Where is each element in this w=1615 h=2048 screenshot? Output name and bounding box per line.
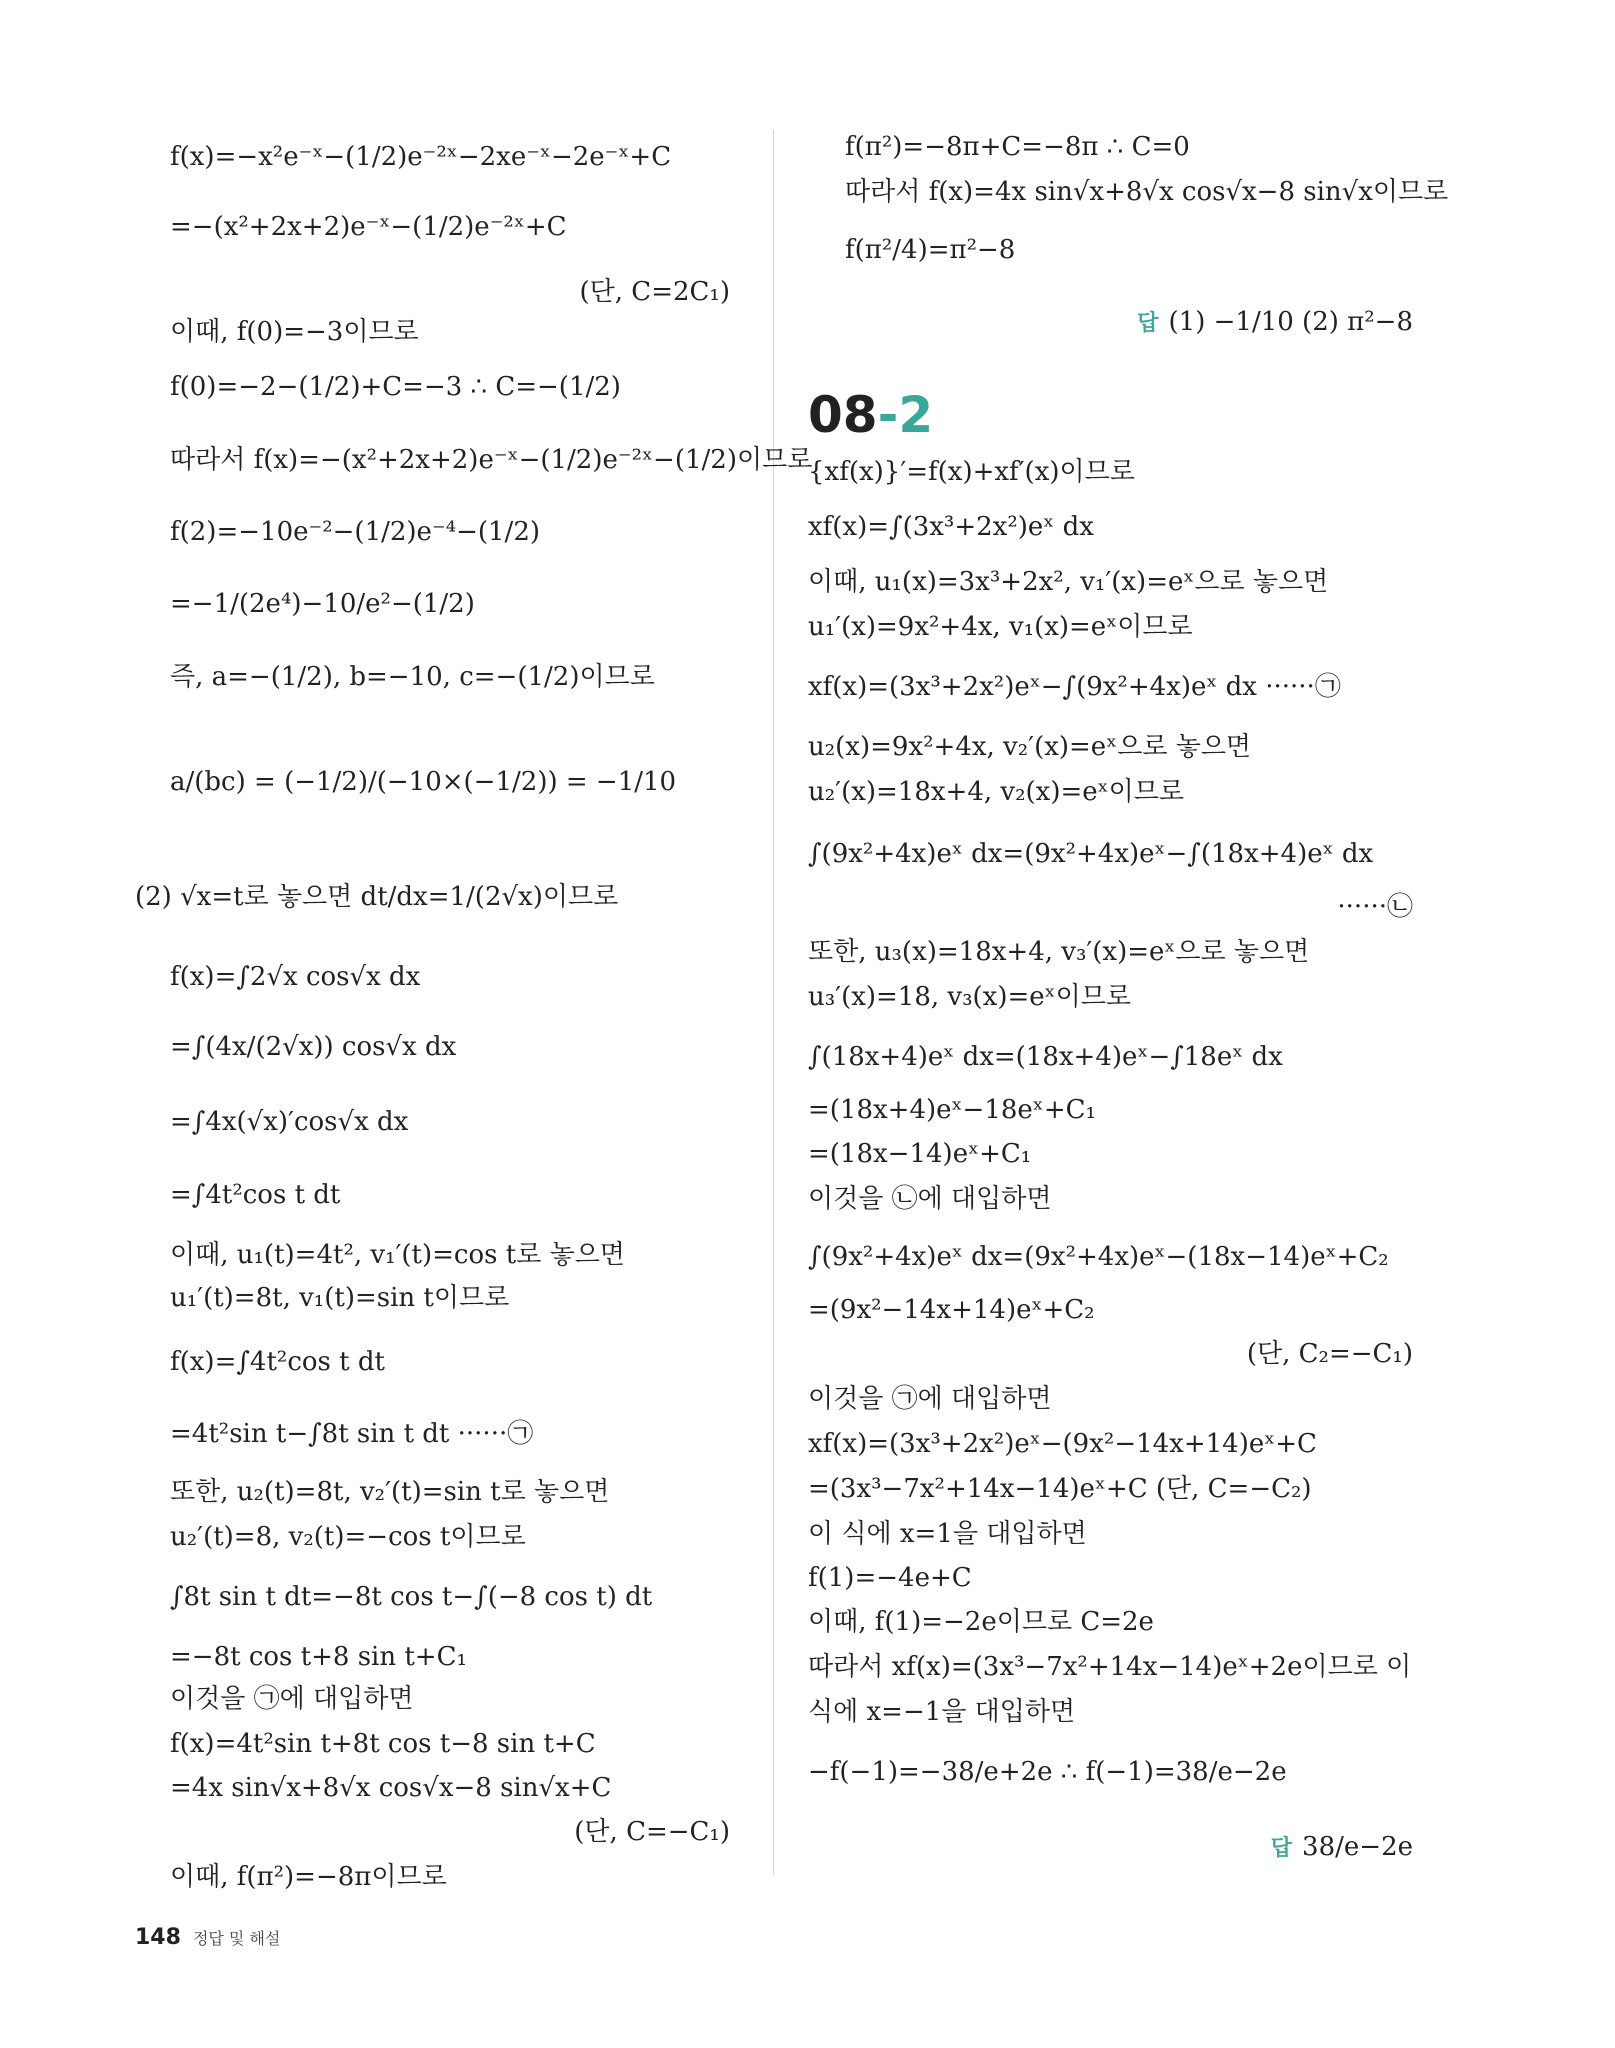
text-line: −f(−1)=−38/e+2e ∴ f(−1)=38/e−2e: [808, 1757, 1287, 1787]
answer-label: 답: [1270, 1836, 1293, 1861]
text-line: u₃′(x)=18, v₃(x)=eˣ이므로: [808, 982, 1132, 1012]
text-line: =(18x+4)eˣ−18eˣ+C₁: [808, 1095, 1096, 1125]
text-line: 따라서 f(x)=4x sin√x+8√x cos√x−8 sin√x이므로: [845, 177, 1449, 207]
text-line: xf(x)=∫(3x³+2x²)eˣ dx: [808, 512, 1094, 542]
text-line: (단, C₂=−C₁): [1246, 1339, 1413, 1369]
page-number: 148: [135, 1925, 181, 1950]
section-sub: 2: [898, 386, 934, 444]
text-line: 또한, u₂(t)=8t, v₂′(t)=sin t로 놓으면: [170, 1477, 610, 1507]
text-line: ∫8t sin t dt=−8t cos t−∫(−8 cos t) dt: [170, 1582, 653, 1612]
answer-text: (1) −1/10 (2) π²−8: [1168, 307, 1413, 337]
text-line: 이것을 ㉡에 대입하면: [808, 1184, 1052, 1214]
text-line: 이때, f(0)=−3이므로: [170, 317, 419, 347]
text-line: xf(x)=(3x³+2x²)eˣ−∫(9x²+4x)eˣ dx ······㉠: [808, 672, 1341, 702]
answer-label: 답: [1137, 311, 1159, 336]
text-line: =−8t cos t+8 sin t+C₁: [170, 1642, 467, 1672]
answer-text: 38/e−2e: [1302, 1832, 1413, 1862]
text-line: =4t²sin t−∫8t sin t dt ······㉠: [170, 1419, 534, 1449]
text-line: 이때, f(1)=−2e이므로 C=2e: [808, 1607, 1154, 1637]
section-heading: [808, 387, 933, 443]
text-line: 따라서 f(x)=−(x²+2x+2)e⁻ˣ−(1/2)e⁻²ˣ−(1/2)이므로: [170, 445, 813, 475]
text-line: f(π²)=−8π+C=−8π ∴ C=0: [845, 132, 1190, 162]
section-number: 08: [808, 386, 878, 444]
text-line: 이 식에 x=1을 대입하면: [808, 1519, 1087, 1549]
text-line: ∫(9x²+4x)eˣ dx=(9x²+4x)eˣ−∫(18x+4)eˣ dx: [808, 839, 1374, 869]
text-line: 즉, a=−(1/2), b=−10, c=−(1/2)이므로: [170, 662, 655, 692]
text-line: =(18x−14)eˣ+C₁: [808, 1139, 1032, 1169]
text-line: 이때, u₁(x)=3x³+2x², v₁′(x)=eˣ으로 놓으면: [808, 567, 1329, 597]
text-line: =∫4x(√x)′cos√x dx: [170, 1107, 409, 1137]
text-line: 식에 x=−1을 대입하면: [808, 1697, 1076, 1727]
text-line: ∫(9x²+4x)eˣ dx=(9x²+4x)eˣ−(18x−14)eˣ+C₂: [808, 1242, 1389, 1272]
text-line: f(x)=4t²sin t+8t cos t−8 sin t+C: [170, 1729, 596, 1759]
text-line: (단, C=−C₁): [574, 1817, 730, 1847]
text-line: (단, C=2C₁): [579, 277, 730, 307]
text-line: xf(x)=(3x³+2x²)eˣ−(9x²−14x+14)eˣ+C: [808, 1429, 1317, 1459]
text-line: f(2)=−10e⁻²−(1/2)e⁻⁴−(1/2): [170, 517, 541, 547]
text-line: ······㉡: [1337, 892, 1413, 922]
text-line: ∫(18x+4)eˣ dx=(18x+4)eˣ−∫18eˣ dx: [808, 1042, 1283, 1072]
text-line: =(3x³−7x²+14x−14)eˣ+C (단, C=−C₂): [808, 1474, 1312, 1504]
text-line: f(0)=−2−(1/2)+C=−3 ∴ C=−(1/2): [170, 372, 621, 402]
text-line: u₂(x)=9x²+4x, v₂′(x)=eˣ으로 놓으면: [808, 732, 1252, 762]
text-line: {xf(x)}′=f(x)+xf′(x)이므로: [808, 457, 1135, 487]
text-line: 이것을 ㉠에 대입하면: [808, 1384, 1052, 1414]
text-line: 이때, f(π²)=−8π이므로: [170, 1862, 447, 1892]
column-divider: [773, 130, 774, 1875]
text-line: =(9x²−14x+14)eˣ+C₂: [808, 1295, 1095, 1325]
text-line: 따라서 xf(x)=(3x³−7x²+14x−14)eˣ+2e이므로 이: [808, 1652, 1412, 1682]
text-line: 또한, u₃(x)=18x+4, v₃′(x)=eˣ으로 놓으면: [808, 937, 1310, 967]
text-line: u₂′(x)=18x+4, v₂(x)=eˣ이므로: [808, 777, 1185, 807]
page-footer: [135, 1925, 280, 1950]
text-line: f(x)=∫4t²cos t dt: [170, 1347, 385, 1377]
text-line: 이것을 ㉠에 대입하면: [170, 1684, 414, 1714]
text-line: =−1/(2e⁴)−10/e²−(1/2): [170, 589, 475, 619]
section-dash: -: [877, 386, 899, 444]
text-line: =4x sin√x+8√x cos√x−8 sin√x+C: [170, 1773, 612, 1803]
text-line: a/(bc) = (−1/2)/(−10×(−1/2)) = −1/10: [170, 767, 677, 797]
footer-title: 정답 및 해설: [192, 1929, 281, 1948]
answer-line: [1271, 1830, 1413, 1866]
text-line: (2) √x=t로 놓으면 dt/dx=1/(2√x)이므로: [135, 882, 619, 912]
text-line: u₁′(t)=8t, v₁(t)=sin t이므로: [170, 1283, 510, 1313]
text-line: f(x)=−x²e⁻ˣ−(1/2)e⁻²ˣ−2xe⁻ˣ−2e⁻ˣ+C: [170, 142, 672, 172]
text-line: f(x)=∫2√x cos√x dx: [170, 962, 421, 992]
text-line: u₁′(x)=9x²+4x, v₁(x)=eˣ이므로: [808, 612, 1193, 642]
text-line: f(π²/4)=π²−8: [845, 235, 1016, 265]
text-line: =∫4t²cos t dt: [170, 1180, 341, 1210]
text-line: f(1)=−4e+C: [808, 1563, 972, 1593]
answer-line: [1137, 305, 1413, 341]
text-line: 이때, u₁(t)=4t², v₁′(t)=cos t로 놓으면: [170, 1240, 625, 1270]
text-line: =−(x²+2x+2)e⁻ˣ−(1/2)e⁻²ˣ+C: [170, 212, 567, 242]
text-line: =∫(4x/(2√x)) cos√x dx: [170, 1032, 457, 1062]
text-line: u₂′(t)=8, v₂(t)=−cos t이므로: [170, 1522, 526, 1552]
